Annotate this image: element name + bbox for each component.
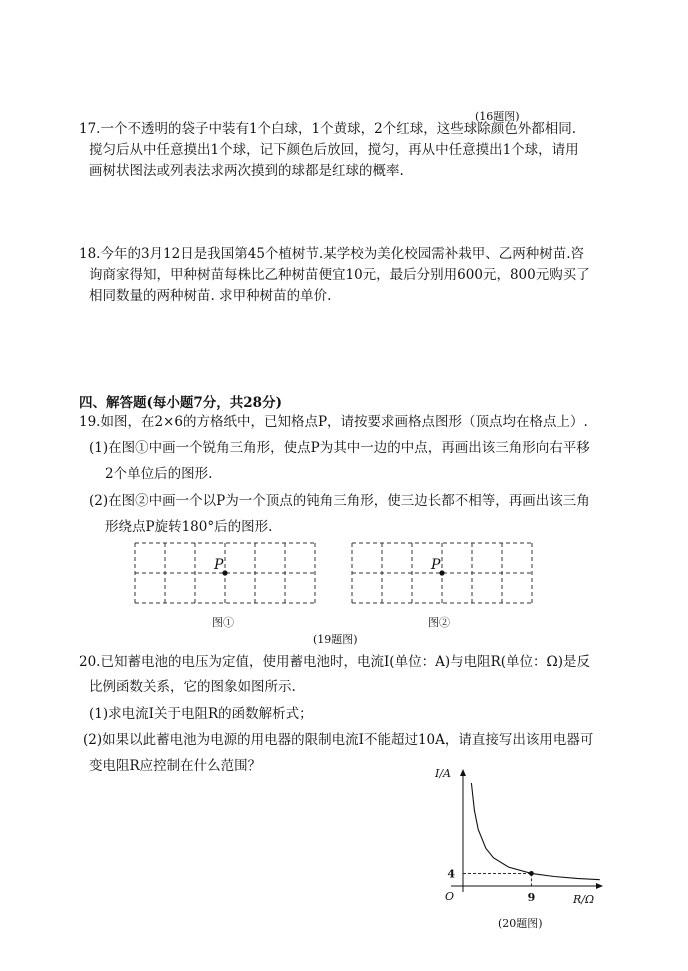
chart-marked-point [529,871,534,876]
fig1-label: 图① [212,616,234,629]
chart-x-tick-label: 9 [527,891,536,904]
q17-line-1: 17.一个不透明的袋子中装有1个白球，1个黄球，2个红球，这些球除颜色外都相同. [79,121,577,137]
question-20 [79,653,679,773]
q18-line-1: 18.今年的3月12日是我国第45个植树节.某学校为美化校园需补栽甲、乙两种树苗.咨 [79,246,584,262]
chart-ylabel: I/A [435,767,451,780]
point-p-label-fig2: P [431,557,441,573]
chart-origin-label: O [445,890,455,903]
question-17 [79,120,679,182]
q20-caption: (20题图) [498,917,543,930]
chart-guides [463,873,531,886]
inverse-proportion-chart [425,763,610,913]
q19-part2-line-1: (2)在图②中画一个以P为一个顶点的钝角三角形，使三边长都不相等，再画出该三角 [89,493,590,509]
q19-part2-line-2: 形绕点P旋转180°后的图形. [105,519,273,535]
question-18 [79,245,679,307]
q20-part2-line-1: (2)如果以此蓄电池为电源的用电器的限制电流I不能超过10A，请直接写出该用电器可 [83,732,594,748]
q19-line-1: 19.如图，在2×6的方格纸中，已知格点P，请按要求画格点图形（顶点均在格点上）. [79,414,588,430]
grid-figure-2 [347,538,539,610]
chart-curve [471,783,599,880]
q19-caption: (19题图) [313,633,358,646]
q17-line-3: 画树状图法或列表法求两次摸到的球都是红球的概率. [89,163,404,179]
q20-part1: (1)求电流I关于电阻R的函数解析式； [89,706,313,722]
q20-line-2: 比例函数关系，它的图象如图所示. [89,679,296,695]
q18-line-2: 询商家得知，甲种树苗每株比乙种树苗便宜10元，最后分别用600元，800元购买了 [89,267,590,283]
chart-xlabel: R/Ω [573,893,595,906]
x-axis-arrow-icon [596,883,603,889]
fig2-label: 图② [428,616,450,629]
q19-part1-line-2: 2个单位后的图形. [105,466,213,482]
point-p-label-fig1: P [214,557,224,573]
y-axis-arrow-icon [460,769,466,776]
q18-line-3: 相同数量的两种树苗. 求甲种树苗的单价. [89,288,332,304]
q16-caption: (16题图) [475,110,520,123]
chart-y-tick-label: 4 [447,867,455,881]
section-4-title: 四、解答题(每小题7分，共28分) [79,395,282,411]
question-19 [79,413,679,533]
grid-figure-1 [130,538,322,610]
q20-part2-line-2: 变电阻R应控制在什么范围？ [89,758,262,774]
q20-line-1: 20.已知蓄电池的电压为定值，使用蓄电池时，电流I(单位：A)与电阻R(单位：Ω)是反 [79,654,590,670]
q19-part1-line-1: (1)在图①中画一个锐角三角形，使点P为其中一边的中点，再画出该三角形向右平移 [89,440,590,456]
q17-line-2: 搅匀后从中任意摸出1个球，记下颜色后放回，搅匀，再从中任意摸出1个球，请用 [89,142,579,158]
